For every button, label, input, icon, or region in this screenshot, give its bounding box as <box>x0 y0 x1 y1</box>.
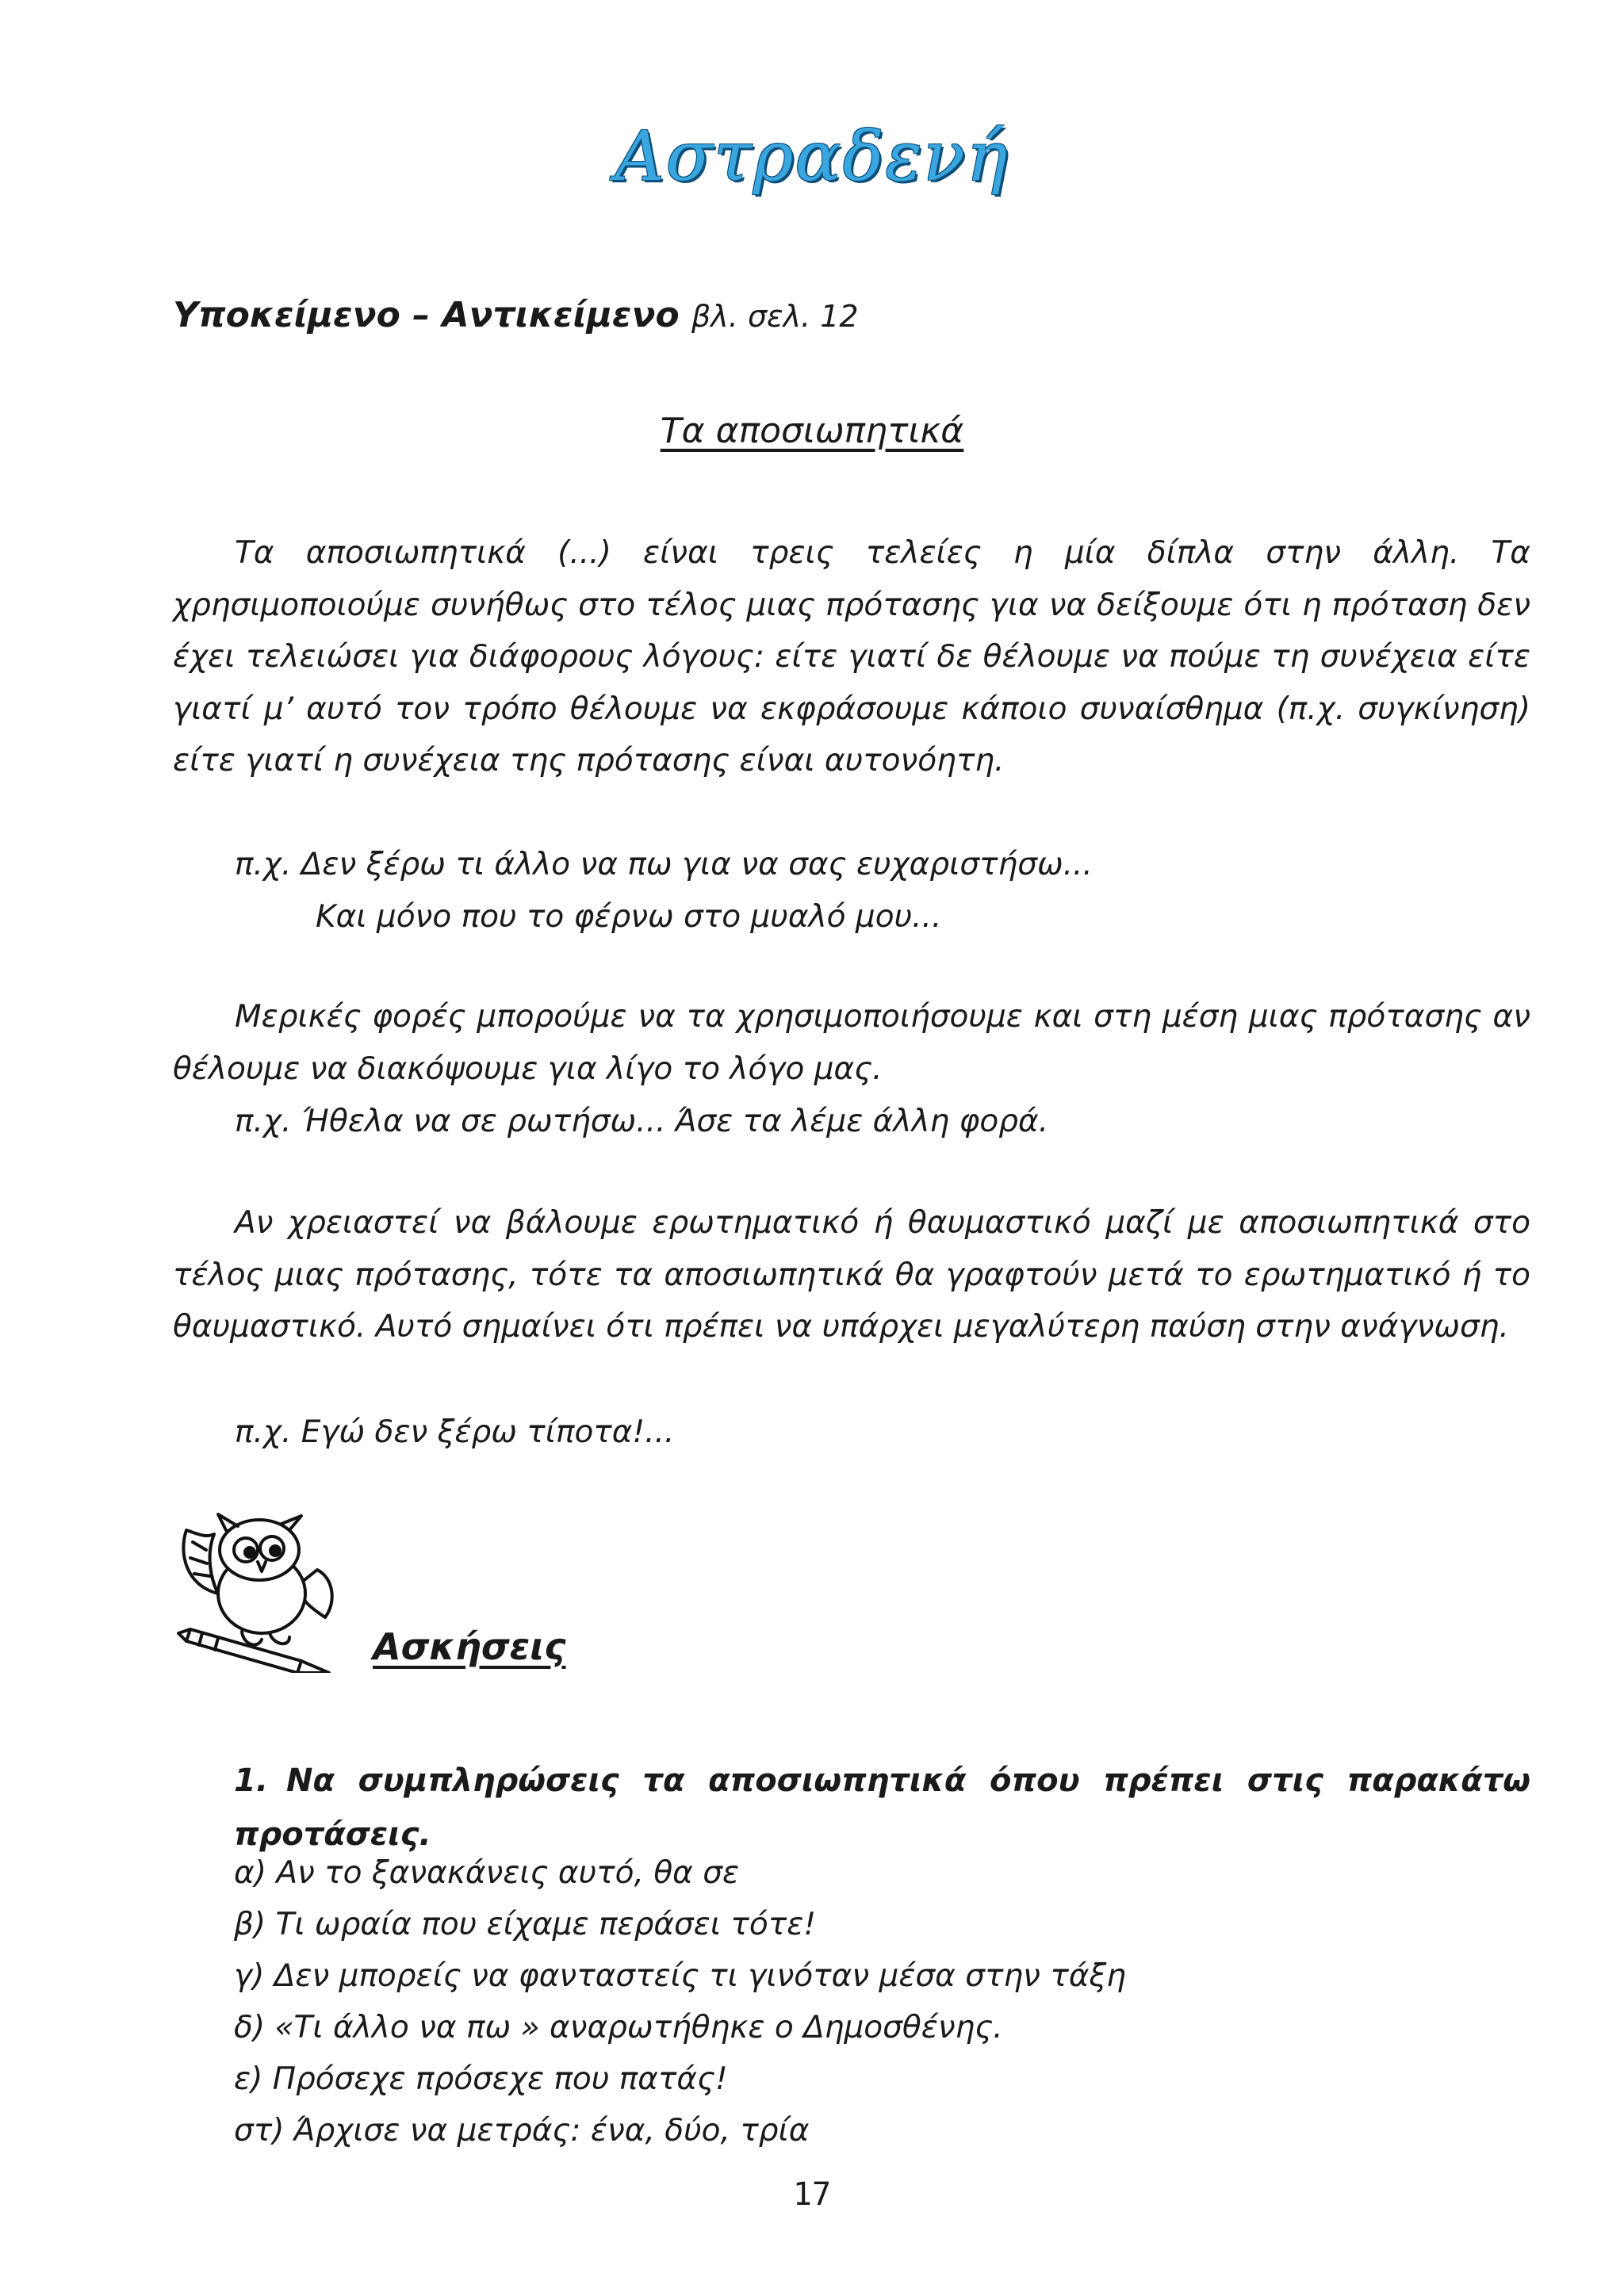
exercise-item: στ) Άρχισε να μετράς: ένα, δύο, τρία <box>234 2113 810 2149</box>
exercise-1-text: Να συμπληρώσεις τα αποσιωπητικά όπου πρέπει στις παρακάτω προτάσεις. <box>234 1762 1530 1853</box>
topic-subtitle: Τα αποσιωπητικά <box>660 411 964 451</box>
exercise-item: γ) Δεν μπορείς να φανταστείς τι γινόταν μέσα στην τάξη <box>234 1958 1127 1994</box>
paragraph-3 <box>173 1197 1530 1353</box>
section-heading-text: Υποκείμενο – Αντικείμενο <box>173 295 680 335</box>
owl-with-pencil-icon <box>170 1498 345 1673</box>
exercise-1-instruction <box>234 1754 1530 1862</box>
exercises-heading: Ασκήσεις <box>373 1625 566 1668</box>
example-4: π.χ. Εγώ δεν ξέρω τίποτα!... <box>235 1414 675 1450</box>
exercise-item: α) Αν το ξανακάνεις αυτό, θα σε <box>234 1855 740 1891</box>
paragraph-1 <box>173 527 1530 787</box>
exercise-item: β) Τι ωραία που είχαμε περάσει τότε! <box>234 1907 816 1942</box>
example-2: Και μόνο που το φέρνω στο μυαλό μου... <box>316 899 942 935</box>
example-1: π.χ. Δεν ξέρω τι άλλο να πω για να σας ευχαριστήσω... <box>235 847 1093 882</box>
exercise-item: δ) «Τι άλλο να πω » αναρωτήθηκε ο Δημοσθένης. <box>234 2010 1003 2045</box>
page-reference: βλ. σελ. 12 <box>691 299 859 334</box>
page-number: 17 <box>792 2176 832 2213</box>
page-title: Αστραδενή <box>615 117 1009 197</box>
exercise-item: ε) Πρόσεχε πρόσεχε που πατάς! <box>234 2061 728 2097</box>
section-heading <box>173 295 859 335</box>
paragraph-1-text: Τα αποσιωπητικά (...) είναι τρεις τελείες η μία δίπλα στην άλλη. Τα χρησιμοποιούμε συνήθως στο τέλος μιας πρότασης για να δείξουμε ότι η πρόταση δεν έχει τελειώσει για διάφορους λόγους: είτε γιατί δε θέλουμε να πούμε τη συνέχεια είτε γιατί μ’ αυτό τον τρόπο θέλουμε να εκφράσουμε κάποιο συναίσθημα (π.χ. συγκίνηση) είτε γιατί η συνέχεια της πρότασης είναι αυτονόητη. <box>173 535 1530 779</box>
paragraph-2 <box>173 991 1530 1095</box>
exercise-1-number: 1. <box>234 1762 269 1799</box>
example-3: π.χ. Ήθελα να σε ρωτήσω... Άσε τα λέμε άλλη φορά. <box>235 1104 1049 1139</box>
paragraph-2-text: Μερικές φορές μπορούμε να τα χρησιμοποιήσουμε και στη μέση μιας πρότασης αν θέλουμε να διακόψουμε για λίγο το λόγο μας. <box>173 999 1530 1087</box>
paragraph-3-text: Αν χρειαστεί να βάλουμε ερωτηματικό ή θαυμαστικό μαζί με αποσιωπητικά στο τέλος μιας πρότασης, τότε τα αποσιωπητικά θα γραφτούν μετά το ερωτηματικό ή το θαυμαστικό. Αυτό σημαίνει ότι πρέπει να υπάρχει μεγαλύτερη παύση στην ανάγνωση. <box>173 1205 1530 1345</box>
